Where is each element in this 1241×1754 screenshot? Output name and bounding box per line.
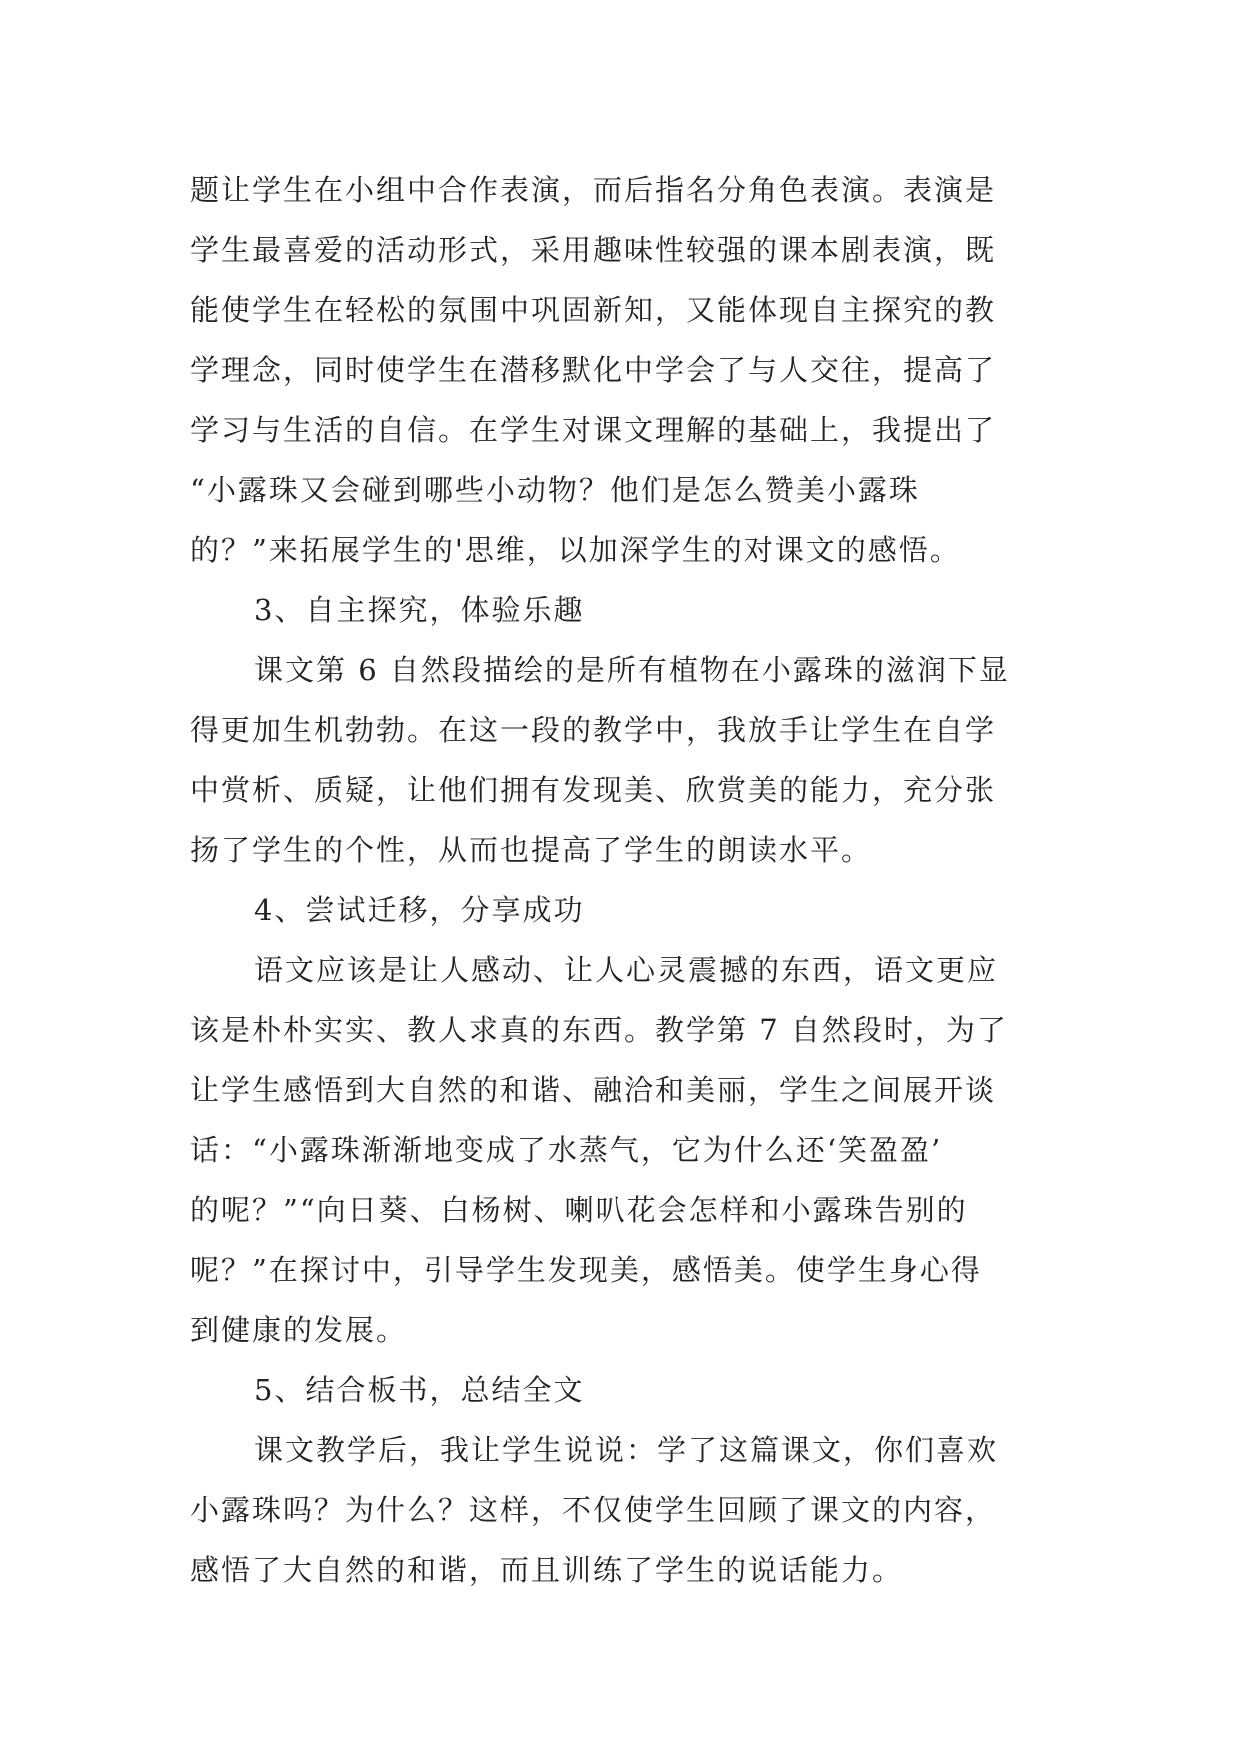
document-body <box>190 160 1060 1600</box>
text-line-4: 学理念，同时使学生在潜移默化中学会了与人交往，提高了 <box>190 353 997 387</box>
text-line-2: 学生最喜爱的活动形式，采用趣味性较强的课本剧表演，既 <box>190 233 997 267</box>
text-line-6: “小露珠又会碰到哪些小动物？他们是怎么赞美小露珠 <box>190 473 920 507</box>
text-line-17: 话：“小露珠渐渐地变成了水蒸气，它为什么还‘笑盈盈’ <box>190 1133 943 1167</box>
text-line-11: 中赏析、质疑，让他们拥有发现美、欣赏美的能力，充分张 <box>190 773 997 807</box>
section-heading-3: 3、自主探究，体验乐趣 <box>254 593 585 627</box>
text-line-19: 呢？”在探讨中，引导学生发现美，感悟美。使学生身心得 <box>190 1253 982 1287</box>
text-line-14: 语文应该是让人感动、让人心灵震撼的东西，语文更应 <box>254 953 999 987</box>
text-line-1: 题让学生在小组中合作表演，而后指名分角色表演。表演是 <box>190 173 997 207</box>
text-line-15: 该是朴朴实实、教人求真的东西。教学第 7 自然段时，为了 <box>190 1013 1008 1047</box>
text-line-9: 课文第 6 自然段描绘的是所有植物在小露珠的滋润下显 <box>254 653 1010 687</box>
text-line-20: 到健康的发展。 <box>190 1313 408 1347</box>
text-line-24: 感悟了大自然的和谐，而且训练了学生的说话能力。 <box>190 1553 904 1587</box>
text-line-5: 学习与生活的自信。在学生对课文理解的基础上，我提出了 <box>190 413 997 447</box>
text-line-7: 的？”来拓展学生的'思维，以加深学生的对课文的感悟。 <box>190 533 961 567</box>
text-line-16: 让学生感悟到大自然的和谐、融洽和美丽，学生之间展开谈 <box>190 1073 997 1107</box>
text-line-22: 课文教学后，我让学生说说：学了这篇课文，你们喜欢 <box>254 1433 999 1467</box>
text-line-12: 扬了学生的个性，从而也提高了学生的朗读水平。 <box>190 833 873 867</box>
section-heading-5: 5、结合板书，总结全文 <box>254 1373 585 1407</box>
section-heading-4: 4、尝试迁移，分享成功 <box>254 893 585 927</box>
text-line-3: 能使学生在轻松的氛围中巩固新知，又能体现自主探究的教 <box>190 293 997 327</box>
text-line-10: 得更加生机勃勃。在这一段的教学中，我放手让学生在自学 <box>190 713 997 747</box>
text-line-18: 的呢？”“向日葵、白杨树、喇叭花会怎样和小露珠告别的 <box>190 1193 968 1227</box>
text-line-23: 小露珠吗？为什么？这样，不仅使学生回顾了课文的内容， <box>190 1493 997 1527</box>
